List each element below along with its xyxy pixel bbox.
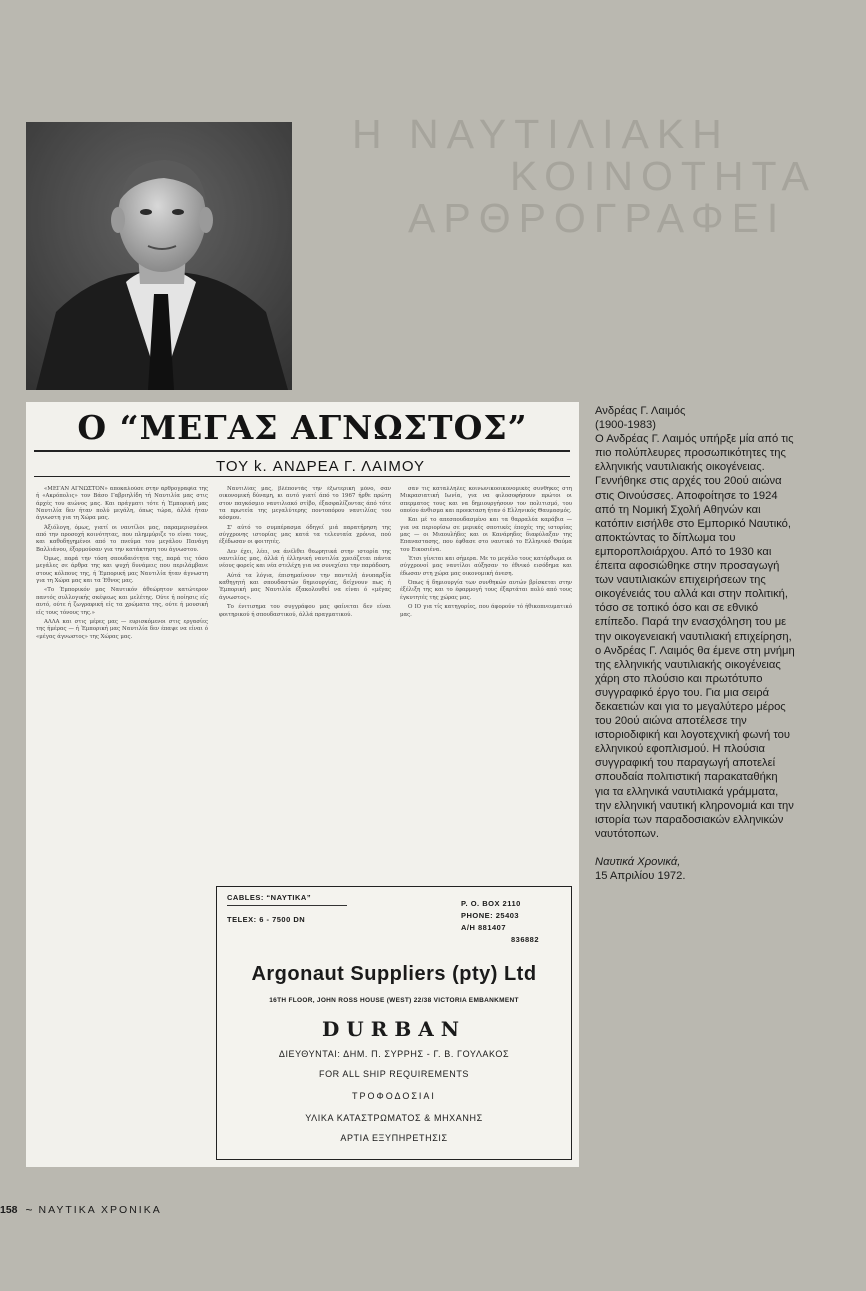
- advertisement-box: [216, 886, 572, 1160]
- ad-phone: PHONE: 25403: [461, 911, 520, 920]
- ad-directors: ΔΙΕΥΘΥΝΤΑΙ: ΔΗΜ. Π. ΣΥΡΡΗΣ - Γ. Β. ΓΟΥΛΑΚΟΣ: [278, 1049, 510, 1059]
- ad-pobox: P. O. BOX 2110: [461, 899, 521, 908]
- article-title: Ο “ΜΕΓΑΣ ΑΓΝΩΣΤΟΣ”: [77, 408, 528, 447]
- bio-source: Ναυτικά Χρονικά,: [595, 855, 681, 868]
- ad-address: 16TH FLOOR, JOHN ROSS HOUSE (WEST) 22/38 VICTORIA EMBANKMENT: [269, 997, 519, 1004]
- ad-telex: TELEX: 6 - 7500 DN: [227, 915, 306, 924]
- ad-cables: CABLES: “ΝΑΥΤΙΚΑ”: [227, 893, 312, 902]
- magazine-name: ΝΑΥΤΙΚΑ ΧΡΟΝΙΚΑ: [38, 1204, 162, 1216]
- ad-number: 836882: [511, 935, 540, 944]
- column-paragraph: «Το Έμπορικόν μας Ναυτικόν άθεώρητον κατώτερον παντός συλλογικής σκέψεως και μελέτης. Ούτε ή ποίησις είς αυτό, ούτε ή ζωγραφική είς τα χρώματα της, ούτε ή μουσική είς τους τόνους της.»: [36, 587, 208, 616]
- article-column-2: [219, 486, 391, 884]
- page-footer: [0, 1202, 162, 1218]
- ad-city: DURBAN: [321, 1017, 467, 1041]
- column-paragraph: Ο ΙΟ για τίς κατηγορίες, που άφορούν τό ήθικοπνευματικό μας.: [400, 604, 572, 618]
- bio-text: Ο Ανδρέας Γ. Λαιμός υπήρξε μία από τις πιο πολύπλευρες προσωπικότητες της ελληνικής ναυτιλιακής οικογένειας. Γεννήθηκε στις αρχές του 20ού αιώνα στις Οινούσσες. Αποφοίτησε το 1924 από τη Νομική Σχολή Αθηνών και κατόπιν εισήλθε στο Εμπορικό Ναυτικό, αποκτώντας το δίπλωμα του εμποροπλοιάρχου. Από το 1930 και έπειτα αφοσιώθηκε στην προσαγωγή των ναυτιλιακών επιχειρήσεων της οικογένειάς του αλλά και στην πολιτική, τόσο σε τοπικό όσο και σε εθνικό επίπεδο. Παρά την ενασχόληση του με την οικογενειακή ναυτιλιακή επιχείρηση, ο Ανδρέας Γ. Λαιμός θα έμενε στη μνήμη της ελληνικής ναυτιλιακής οικογένειας χάρη στο πλούσιο και πρωτότυπο συγγραφικό έργο του. Για μια σειρά δεκαετιών και για το μεγαλύτερο μέρος του 20ού αιώνα αποτέλεσε την ιστοριοδιφική και λογοτεχνική φωνή του ελληνικού εφοπλισμού. Η πλούσια συγγραφική του παραγωγή αποτελεί σπουδαία πολιτιστική παρακαταθήκη για τα ελληνικά ναυτιλιακά γράμματα, την ελληνική ναυτική κληρονομιά και την ιστορία των παραδοσιακών ελληνικών ναυτότοπων.: [595, 433, 795, 840]
- ad-materials: ΥΛΙΚΑ ΚΑΤΑΣΤΡΩΜΑΤΟΣ & ΜΗΧΑΝΗΣ: [305, 1113, 483, 1123]
- biography-sidebar: [595, 404, 795, 883]
- column-paragraph: Αύτά τα λόγια, έπισημαίνουν την παντελή άνυπαρξία καθηγητή και σπουδαστών δημιουργίας, δείχνουν πως ή Έμπορική μας Ναυτιλία έξακολουθεί να είναι ό «μέγας άγνωστος».: [219, 572, 391, 601]
- portrait-image: [26, 122, 292, 390]
- column-paragraph: Όπως ή δημιουργία των συνθηκών αυτών βρίσκεται στην έξέλιξη της και το έφαρμογή τους έξαρτάται πολύ από τους έγκυτητές της χώρας μας.: [400, 580, 572, 601]
- byline-rule: [34, 476, 570, 477]
- column-paragraph: Και μέ το απεσπουδασμένο και τα θαρραλέα καράβια — για να περιορίσω σε μερικές σποτικές έποχές της ιστορίας μας — οι Μιαουλήδες και οι Κανάρηδες διαφύλαξαν της Επαναστασης, που έφθασε στο ναυτικό το Ελληνικό Θαύμα του Εικοσιένα.: [400, 517, 572, 553]
- ad-requirements: FOR ALL SHIP REQUIREMENTS: [318, 1069, 470, 1079]
- page-heading: [340, 111, 817, 242]
- column-paragraph: Όμως, παρά την τόση σπουδαιότητα της, παρά τις τόσο μεγάλες σε άρθρα της και ψυχή δυνάμεις που περιλάμβανε στους κόλπους της, ή Έμπορική μας Ναυτιλία ήταν άγνωστη για τη Χώρα μας και τα Έθνος μας.: [36, 556, 208, 585]
- column-paragraph: Άξιόλογη, όμως, γιατί οι ναυτίλοι μας, παραμερισμένοι από την προσοχή κοινότητας, που πλημμύριζε το είναι τους, και καθοδηγημένοι από το πνεύμα του μεγάλου Πανάγη Βαλλιάνου, έξορμούσαν για την κατάκτηση του άγνωστου.: [36, 524, 208, 553]
- article-byline: ΤΟΥ k. ΑΝΔΡΕΑ Γ. ΛΑΙΜΟΥ: [216, 458, 426, 475]
- column-paragraph: «ΜΕΓΑΝ ΑΓΝΩΣΤΟΝ» αποκαλούσε στην αρθρογραφία της ή «Ακρόπολις» τον Βάσο Γαβριηλίδη τή Ναυτιλία μας στις άρχές του αιώνος μας. Και πράγματι τότε ή Έμπορική μας Ναυτιλία δεν ήταν πολύ μεγάλη, όπως τώρα, άλλά ήταν άγνωστη για τη Χώρα μας.: [36, 486, 208, 522]
- ad-provisions: ΤΡΟΦΟΔΟΣΙΑΙ: [352, 1091, 436, 1101]
- title-rule: [34, 450, 570, 452]
- column-paragraph: Έτσι γίνεται και σήμερα. Με το μεγάλο τους κατόρθωμα οι σύγχρονοί μας ναυτίλοι αύξησαν το έθνικό εισόδημα και έδωσαν στη χώρα μας οικονομική άνεση.: [400, 556, 572, 577]
- article-column-3: [400, 486, 572, 884]
- newspaper-clipping: [26, 402, 579, 1167]
- page-number: 158: [0, 1204, 18, 1216]
- ad-company-name: Argonaut Suppliers (pty) Ltd: [251, 963, 537, 985]
- column-paragraph: Σ' αύτό το συμπέρασμα όδηγεί μιά παρατήρηση της σύγχρονης ιστορίας μας κατά τα τελευταία χρόνια, πού έξέδωσαν οι φοιτητές.: [219, 524, 391, 546]
- portrait-photo: [26, 122, 292, 390]
- column-paragraph: Ναυτιλίας μας, βλέποντάς την έξωτερική μόνο, σαν οικονομική δύναμη, κι αυτό γιατί άπό το 1967 ήρθε πρώτη στον παγκόσμιο ναυτιλιακό στίβο, έξασφαλίζοντας άπό τότε τα πρωτεία της μεγαλύτερης ποντοπόρου ναυτιλίας του κόσμου.: [219, 486, 391, 522]
- ad-divider: [227, 905, 347, 906]
- bio-date: 15 Απριλίου 1972.: [595, 870, 686, 882]
- heading-line-3: ΑΡΘΡΟΓΡΑΦΕΙ: [408, 195, 787, 242]
- column-paragraph: σαν τις καταλληλες κοινωνικοοικονομικές συνθήκες στη Μικρασιατική Ιωνία, για να φιλοσοφήσουν πρώτοι οι σπερματος τους και να δημιουργήσουν τον πολιτισμό, του οποίου άνθισμα και προεκταση ήταν ό Ελληνικός Θαυμασμός.: [400, 486, 572, 515]
- heading-line-2: ΚΟΙΝΟΤΗΤΑ: [510, 153, 817, 200]
- article-column-1: [36, 486, 208, 1162]
- footer-tilde: ~: [25, 1203, 33, 1217]
- column-paragraph: Δεν έχει, λέει, να άνέλθει θεωρητικά στην ιστορία της ναυτιλίας μας, άλλά ή έλληνική ναυτιλία χρειάζεται πάντα νέους φορείς και νέα στελέχη για να συνεχίσει την παράδοση.: [219, 548, 391, 570]
- column-paragraph: Το ένιτισημα του συγγράφου μας φαίνεται δεν είναι φοιτηρικού ή σπουδαστικού, άλλά πραγματικού.: [219, 604, 391, 618]
- ad-after-hours: A/H 881407: [461, 923, 507, 932]
- bio-years: (1900-1983): [595, 419, 656, 432]
- ad-service: ΑΡΤΙΑ ΕΞΥΠΗΡΕΤΗΣΙΣ: [340, 1133, 448, 1143]
- column-paragraph: ΑΛΛΑ και στις μέρες μας — ευρισκόμενοι στις εργασίες της ήμέρας — ή Έμπορική μας Ναυτιλία δεν έπαψε να είναι ό «μέγας άγνωστος» της Χώρας μας.: [36, 618, 208, 640]
- heading-line-1: Η ΝΑΥΤΙΛΙΑΚΗ: [352, 111, 730, 158]
- bio-name: Ανδρέας Γ. Λαιμός: [595, 405, 686, 417]
